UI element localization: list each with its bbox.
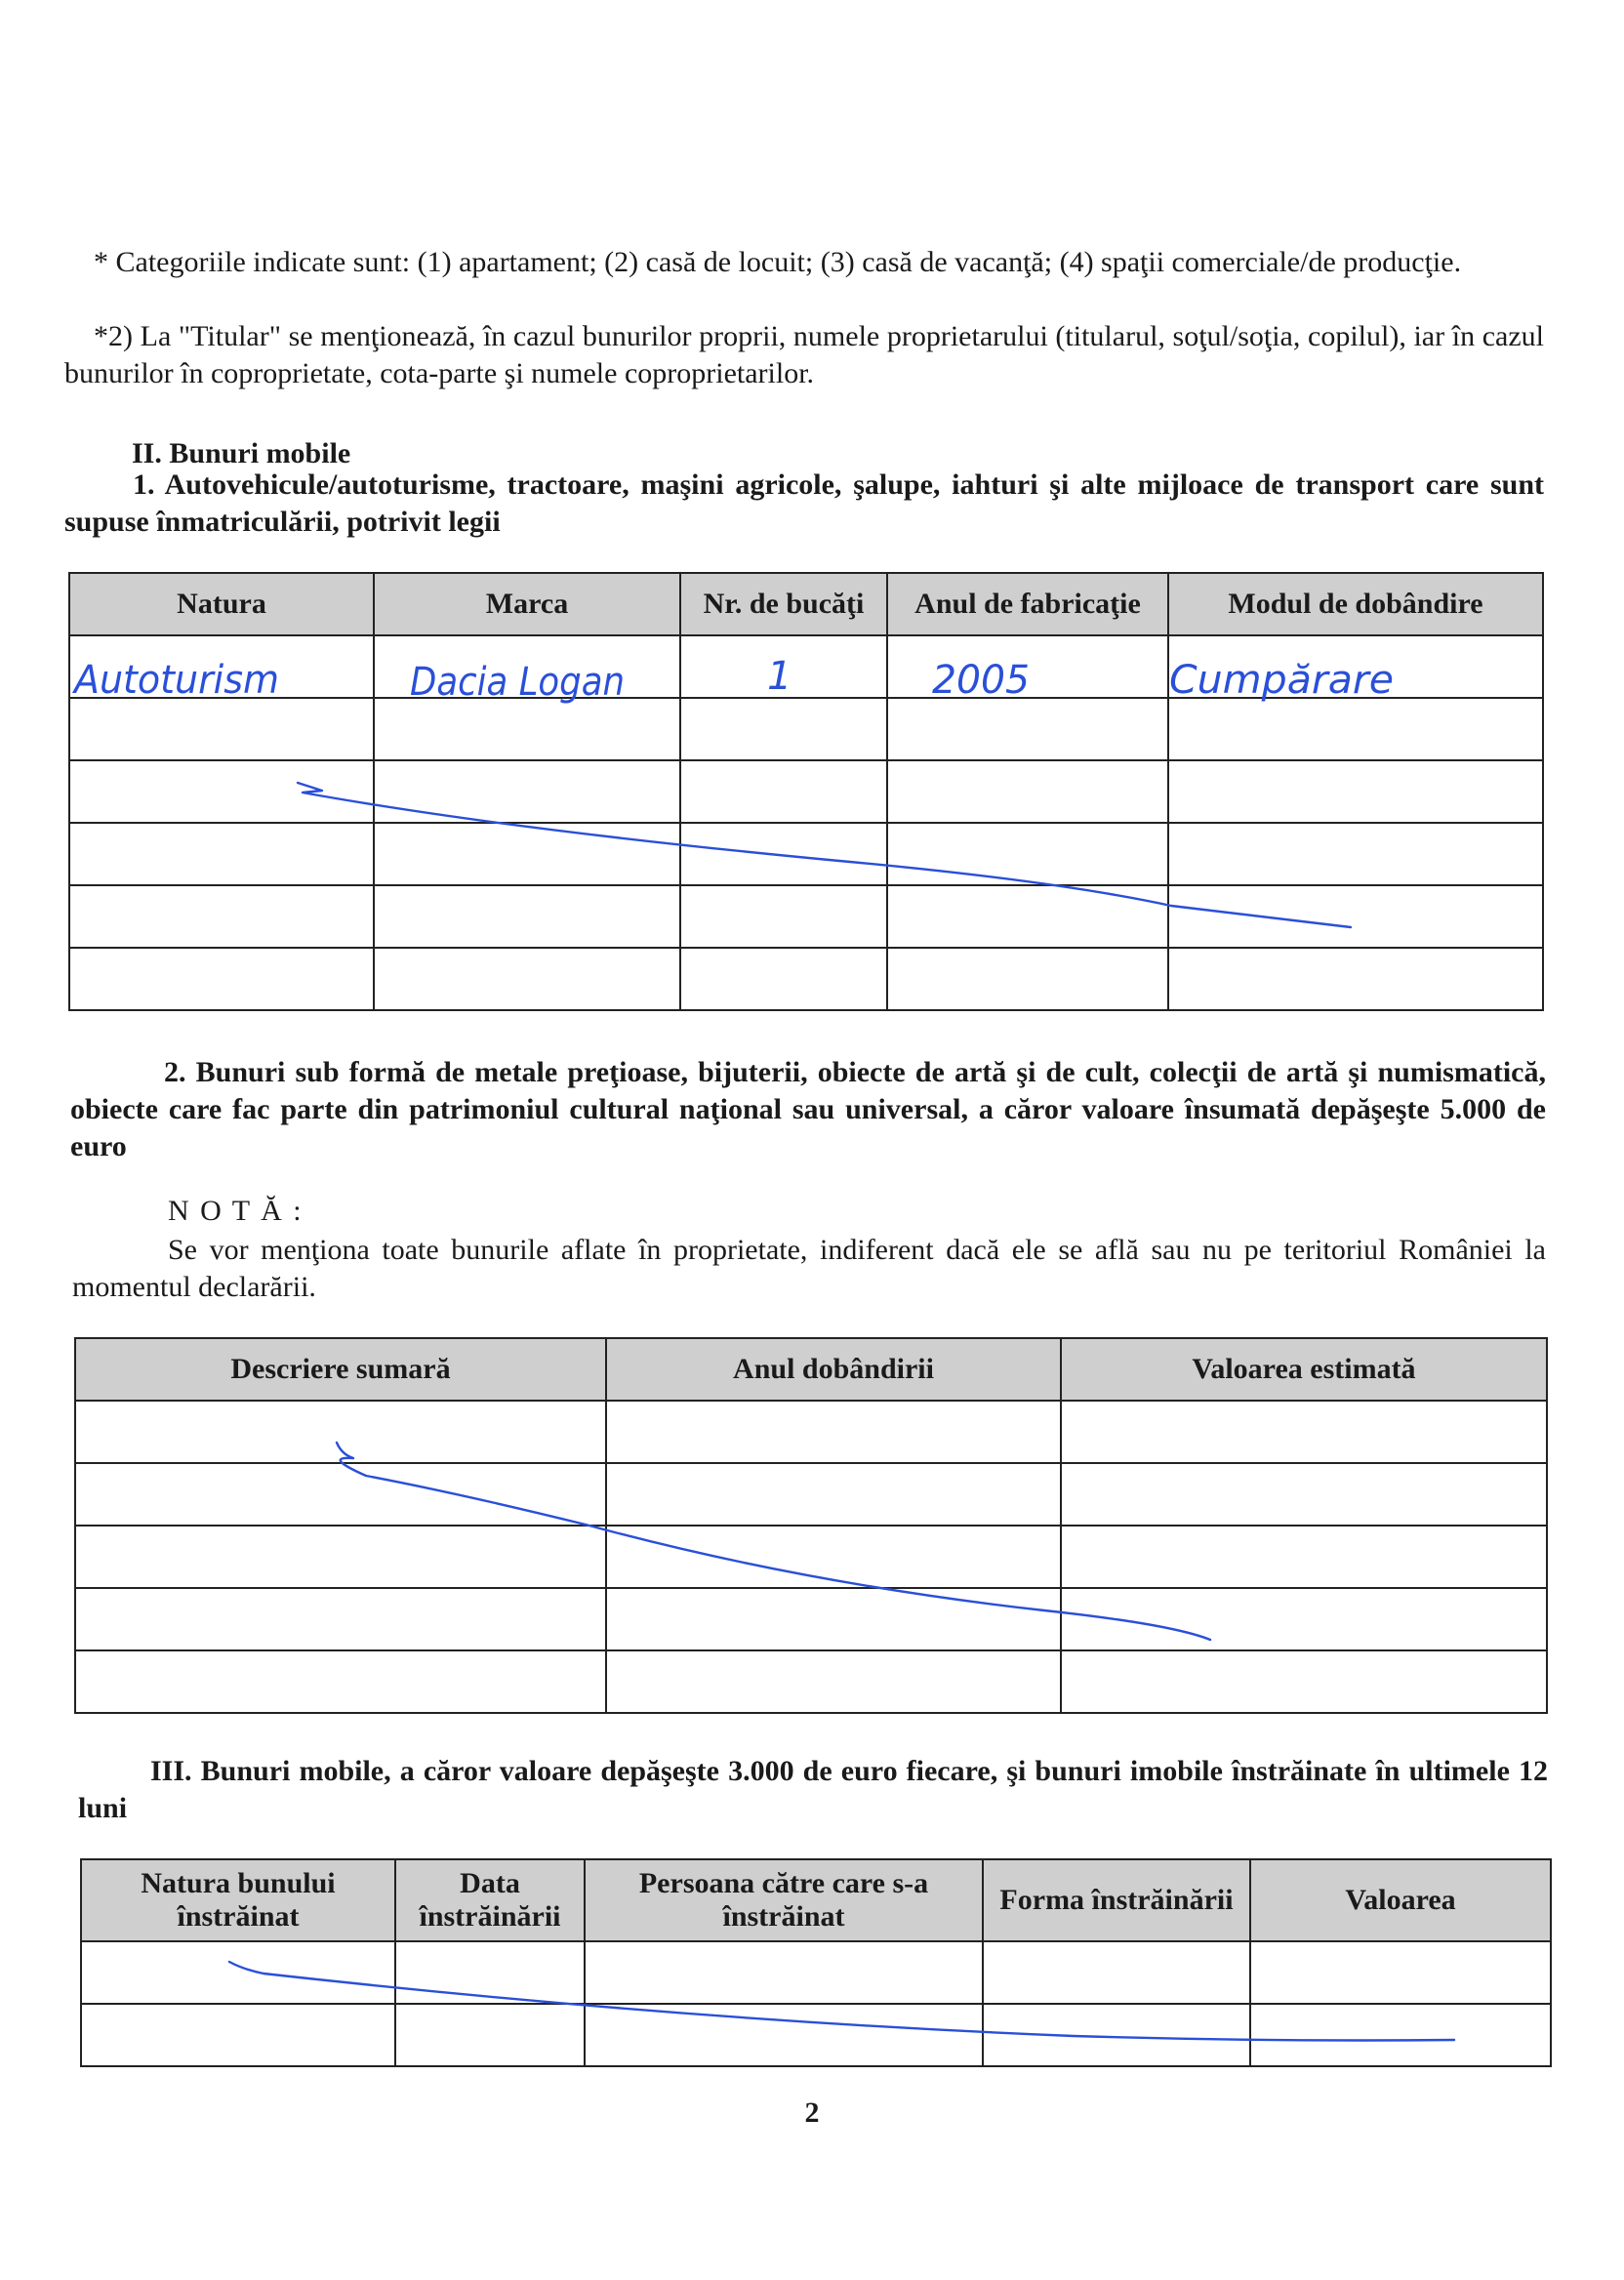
subsection-1-title: 1. Autovehicule/autoturisme, tractoare, maşini agricole, şalupe, iahturi şi alte mijloace de transport care sunt supuse înmatriculării, potrivit legii <box>64 468 1544 538</box>
column-header: Persoana către care s-a înstrăinat <box>585 1859 983 1941</box>
column-header: Descriere sumară <box>75 1338 606 1401</box>
strike-line-alienated <box>229 1962 1454 2041</box>
column-header: Modul de dobândire <box>1168 573 1543 635</box>
column-header: Anul de fabricaţie <box>887 573 1168 635</box>
column-header: Natura <box>69 573 374 635</box>
handwritten-modul: Cumpărare <box>1169 658 1394 703</box>
category-note-text: * Categoriile indicate sunt: (1) apartament; (2) casă de locuit; (3) casă de vacanţă; (4) spaţii comerciale/de producţie. <box>94 246 1462 278</box>
column-header: Valoarea estimată <box>1061 1338 1547 1401</box>
page-number: 2 <box>804 2097 820 2129</box>
strike-line-vehicles <box>298 783 1351 927</box>
column-header: Nr. de bucăţi <box>680 573 887 635</box>
nota-text: Se vor menţiona toate bunurile aflate în proprietate, indiferent dacă ele se află sau nu pe teritoriul României la momentul declarării. <box>72 1234 1546 1303</box>
column-header: Natura bunului înstrăinat <box>81 1859 395 1941</box>
handwritten-anul: 2005 <box>932 658 1030 703</box>
section-3-title: III. Bunuri mobile, a căror valoare depăşeşte 3.000 de euro fiecare, şi bunuri imobile înstrăinate în ultimele 12 luni <box>78 1755 1548 1824</box>
titular-note-text: *2) La "Titular" se menţionează, în cazul bunurilor proprii, numele proprietarului (titularul, soţul/soţia, copilul), iar în cazul bunurilor în coproprietate, cota-parte şi numele coproprietarilor. <box>64 320 1544 389</box>
strike-line-valuables <box>337 1443 1210 1640</box>
column-header: Marca <box>374 573 680 635</box>
handwritten-marca: Dacia Logan <box>410 660 625 705</box>
column-header: Anul dobândirii <box>606 1338 1061 1401</box>
handwritten-nr-bucati: 1 <box>767 654 792 699</box>
column-header: Data înstrăinării <box>395 1859 585 1941</box>
subsection-2-title: 2. Bunuri sub formă de metale preţioase, bijuterii, obiecte de artă şi de cult, colecţii de artă şi numismatică, obiecte care fac parte din patrimoniul cultural naţional sau universal, a căror valoare însumată depăşeşte 5.000 de euro <box>70 1056 1546 1162</box>
nota-label: N O T Ă : <box>168 1195 304 1227</box>
handwritten-natura: Autoturism <box>71 658 279 703</box>
column-header: Forma înstrăinării <box>983 1859 1250 1941</box>
column-header: Valoarea <box>1250 1859 1551 1941</box>
section-title-bunuri-mobile: II. Bunuri mobile <box>132 437 351 469</box>
